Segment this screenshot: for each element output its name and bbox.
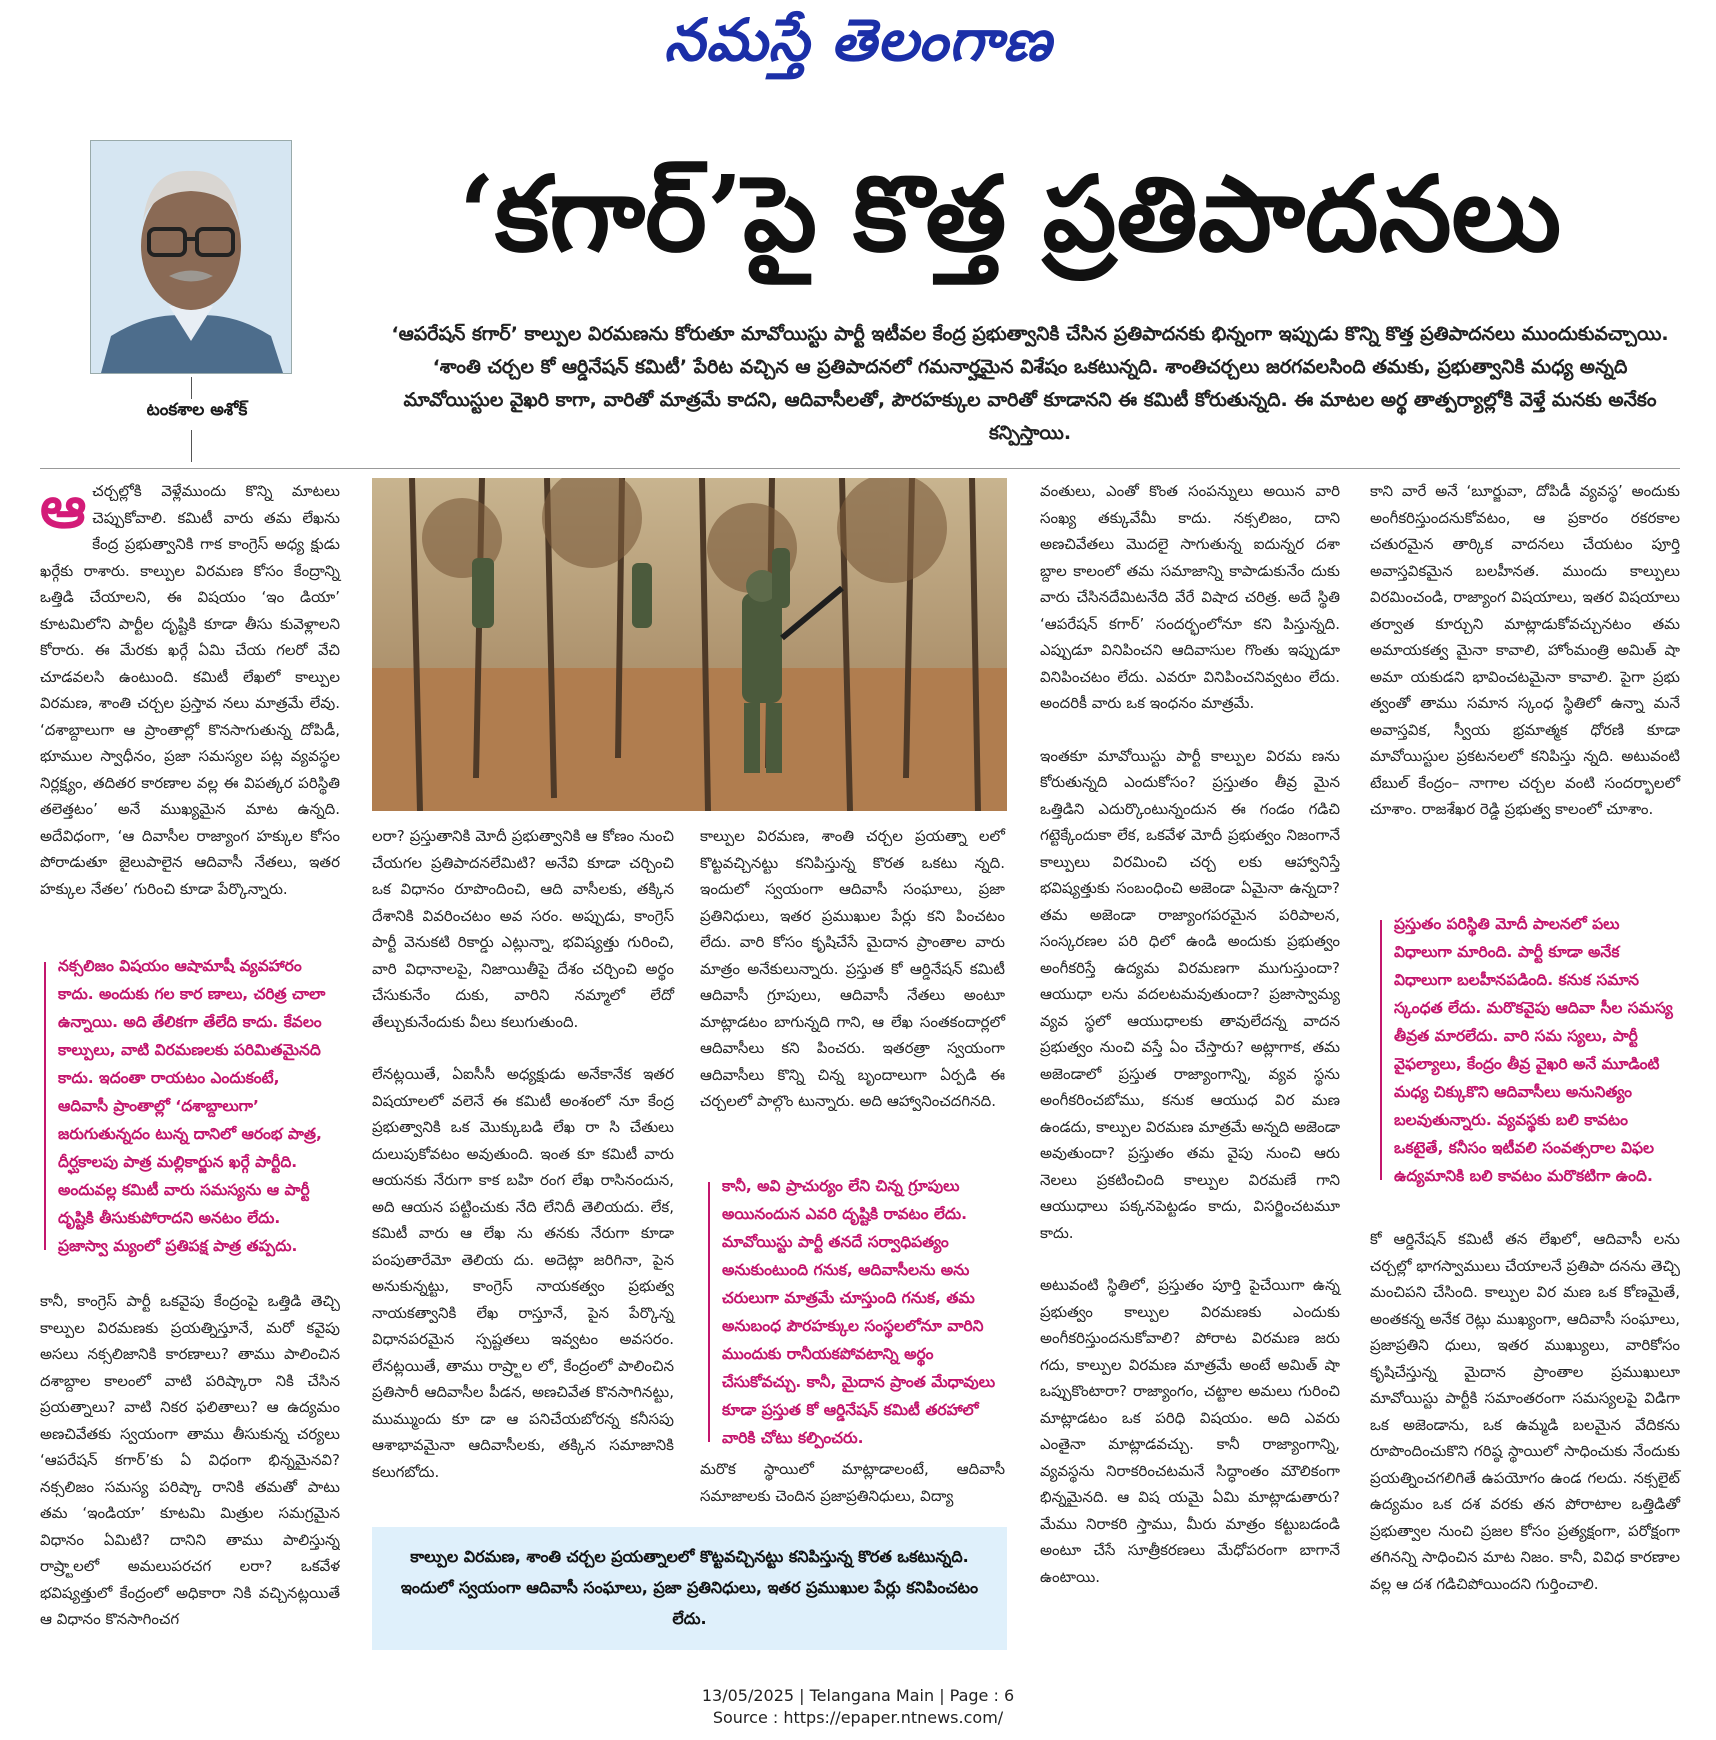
byline-rule-bottom xyxy=(191,430,192,462)
column-4 xyxy=(1040,478,1340,1678)
column-5 xyxy=(1370,478,1680,908)
col4-paragraph-1: వంతులు, ఎంతో కొంత సంపన్నులు అయిన వారి సంఖ్య తక్కువేమీ కాదు. నక్సలిజం, దాని అణచివేతలు మొదలై సాగుతున్న ఐదున్నర దశా బ్దాల కాలంలో తమ సమాజాన్ని కాపాడుకునేం దుకు వారు చేసినదేమిటనేది వేరే విషాద చరిత్ర. అదే స్థితి ‘ఆపరేషన్ కగార్’ సందర్భంలోనూ కని పిస్తున్నది. ఎప్పుడూ వినిపించని ఆదివాసుల గొంతు ఇప్పుడూ వినిపించటం లేదు. ఎవరూ వినిపించనివ్వటం లేదు. అందరికీ వారు ఒక ఇంధనం మాత్రమే. xyxy=(1040,482,1340,712)
footer-source: Source : https://epaper.ntnews.com/ xyxy=(712,1708,1004,1727)
intro-divider xyxy=(40,468,1680,469)
col1-paragraph-2: కానీ, కాంగ్రెస్ పార్టీ ఒకవైపు కేంద్రంపై ఒత్తిడి తెచ్చి కాల్పుల విరమణకు ప్రయత్నిస్తూనే, మరో కవైపు అసలు నక్సలిజానికి కారణాలు? తాము పాలించిన దశాబ్దాల కాలంలో వాటి పరిష్కారా నికి చేసిన ప్రయత్నాలు? వాటి నికర ఫలితాలు? ఆ ఉద్యమం అణచివేతకు స్వయంగా తాము తీసుకున్న చర్యలు ‘ఆపరేషన్ కగార్’కు ఏ విధంగా భిన్నమైనవి? నక్సలిజం సమస్య పరిష్కా రానికి తమతో పాటు తమ ‘ఇండియా’ కూటమి మిత్రుల సమగ్రమైన విధానం ఏమిటి? దానిని తాము పాలిస్తున్న రాష్ర్టాలలో అమలుపరచగ లరా? ఒకవేళ భవిష్యత్తులో కేంద్రంలో అధికారా నికి వచ్చినట్లయితే ఆ విధానం కొనసాగించగ xyxy=(40,1292,340,1628)
author-name: టంకశాల అశోక్ xyxy=(112,400,282,424)
news-photo-forest-patrol xyxy=(372,478,1007,811)
intro-paragraph: ‘ఆపరేషన్ కగార్’ కాల్పుల విరమణను కోరుతూ మావోయిస్టు పార్టీ ఇటీవల కేంద్ర ప్రభుత్వానికి చేసిన ప్రతిపాదనకు భిన్నంగా ఇప్పుడు కొన్ని కొత్త ప్రతిపాదనలు ముందుకువచ్చాయి. ‘శాంతి చర్చల కో ఆర్డినేషన్ కమిటీ’ పేరిట వచ్చిన ఆ ప్రతిపాదనలో గమనార్హమైన విశేషం ఒకటున్నది. శాంతిచర్చలు జరగవలసింది తమకు, ప్రభుత్వానికి మధ్య అన్నది మావోయిస్టుల వైఖరి కాగా, వారితో మాత్రమే కాదని, ఆదివాసీలతో, పౌరహక్కుల వారితో కూడానని ఈ కమిటీ కోరుతున్నది. ఈ మాటల అర్థ తాత్పర్యాల్లోకి వెళ్తే మనకు అనేకం కన్పిస్తాయి. xyxy=(391,323,1669,444)
col2-paragraph-1: లరా? ప్రస్తుతానికి మోదీ ప్రభుత్వానికి ఆ కోణం నుంచి చేయగల ప్రతిపాదనలేమిటి? అనేవి కూడా చర్చించి ఒక విధానం రూపొందించి, ఆది వాసీలకు, తక్కిన దేశానికి వివరించటం అవ సరం. అప్పుడు, కాంగ్రెస్ పార్టీ వెనుకటి రికార్డు ఎట్లున్నా, భవిష్యత్తు గురించి, వారి విధానాలపై, నిజాయితీపై దేశం చర్చించి అర్థం చేసుకునేం దుకు, వారిని నమ్మాలో లేదో తేల్చుకునేందుకు వీలు కలుగుతుంది. xyxy=(372,827,674,1031)
column-1-continued xyxy=(40,1288,340,1680)
col5-paragraph-1: కాని వారే అనే ‘బూర్జువా, దోపిడీ వ్యవస్థ’ అందుకు అంగీకరిస్తుందనుకోవటం, ఆ ప్రకారం రకరకాల చతురమైన తార్కిక వాదనలు చేయటం పూర్తి అవాస్తవికమైన బలహీనత. ముందు కాల్పులు విరమించండి, రాజ్యాంగ విషయాలు, ఇతర విషయాలు తర్వాత కూర్చుని మాట్లాడుకోవచ్చునటం తమ అమాయకత్వ మైనా కావాలి, హోంమంత్రి అమిత్ షా అమా యకుడని భావించటమైనా కావాలి. పైగా ప్రభు త్వంతో తాము సమాన స్కంధ స్థితిలో ఉన్నా మనే అవాస్తవిక, స్వీయ భ్రమాత్మక ధోరణి కూడా మావోయిస్టుల ప్రకటనలలో కనిపిస్తు న్నది. అటువంటి టేబుల్ కేంద్రం– నాగాల చర్చల వంటి సందర్భాలలో చూశాం. రాజశేఖర రెడ్డి ప్రభుత్వ కాలంలో చూశాం. xyxy=(1370,482,1680,818)
column-5-continued xyxy=(1370,1226,1680,1676)
col5-paragraph-2: కో ఆర్డినేషన్ కమిటీ తన లేఖలో, ఆదివాసీ లను చర్చల్లో భాగస్వాములు చేయాలనే ప్రతిపా దనను తెచ్చి మంచిపని చేసింది. కాల్పుల విర మణ ఒక కోణమైతే, అంతకన్న అనేక రెట్లు ముఖ్యంగా, ఆదివాసీ సంఘాలు, ప్రజాప్రతిని ధులు, ఇతర ముఖ్యులు, వారికోసం కృషిచేస్తున్న మైదాన ప్రాంతాల ప్రముఖులూ మావోయిస్టు పార్టీకి సమాంతరంగా సమస్యలపై విడిగా ఒక అజెండాను, ఒక ఉమ్మడి బలమైన వేదికను రూపొందించుకొని గరిష్ఠ స్థాయిలో సాధించుకు నేందుకు ప్రయత్నించగలిగితే ఉపయోగం ఉండ గలదు. నక్సలైట్ ఉద్యమం ఒక దశ వరకు తన పోరాటాల ఒత్తిడితో ప్రభుత్వాల నుంచి ప్రజల కోసం ప్రత్యక్షంగా, పరోక్షంగా తగినన్ని సాధించిన మాట నిజం. కానీ, వివిధ కారణాల వల్ల ఆ దశ గడిచిపోయిందని గుర్తించాలి. xyxy=(1370,1230,1680,1593)
highlight-box: కాల్పుల విరమణ, శాంతి చర్చల ప్రయత్నాలలో కొట్టవచ్చినట్టు కనిపిస్తున్న కొరత ఒకటున్నది. ఇందులో స్వయంగా ఆదివాసీ సంఘాలు, ప్రజా ప్రతినిధులు, ఇతర ప్రముఖుల పేర్లు కనిపించటం లేదు. xyxy=(372,1527,1007,1650)
headline: ‘కగార్’పై కొత్త ప్రతిపాదనలు xyxy=(458,152,1562,275)
pull-quote-2: కానీ, అవి ప్రాచుర్యం లేని చిన్న గ్రూపులు అయినందున ఎవరి దృష్టికి రావటం లేదు. మావోయిస్టు పార్టీ తనదే సర్వాధిపత్యం అనుకుంటుంది గనుక, ఆదివాసీలను అను చరులుగా మాత్రమే చూస్తుంది గనుక, తమ అనుబంధ పౌరహక్కుల సంస్థలలోనూ వారిని ముందుకు రానీయకపోవటాన్ని అర్థం చేసుకోవచ్చు. కానీ, మైదాన ప్రాంత మేధావులు కూడా ప్రస్తుత కో ఆర్డినేషన్ కమిటీ తరహాలో వారికి చోటు కల్పించరు. xyxy=(722,1172,1005,1452)
column-2 xyxy=(372,823,674,1523)
col2-paragraph-2: లేనట్లయితే, ఏఐసీసీ అధ్యక్షుడు అనేకానేక ఇతర విషయాలలో వలెనే ఈ కమిటీ అంశంలో నూ కేంద్ర ప్రభుత్వానికి ఒక మొక్కుబడి లేఖ రా సి చేతులు దులుపుకోవటం అవుతుంది. ఇంత కూ కమిటీ వారు ఆయనకు నేరుగా కాక బహి రంగ లేఖ రాసినందున, అది ఆయన పట్టించుకు నేది లేనిదీ తెలియదు. లేక, కమిటీ వారు ఆ లేఖ ను తనకు నేరుగా కూడా పంపుతారేమో తెలియ దు. అదెట్లా జరిగినా, పైన అనుకున్నట్టు, కాంగ్రెస్ నాయకత్వం ప్రభుత్వ నాయకత్వానికి లేఖ రాస్తూనే, పైన పేర్కొన్న విధానపరమైన స్పష్టతలు ఇవ్వటం అవసరం. లేనట్లయితే, తాము రాష్ర్టాల లో, కేంద్రంలో పాలించిన ప్రతిసారీ ఆదివాసీల పీడన, అణచివేత కొనసాగినట్టు, ముమ్ముందు కూ డా ఆ పనిచేయబోరన్న కనీసపు ఆశాభావమైనా ఆదివాసీలకు, తక్కిన సమాజానికి కలుగబోదు. xyxy=(372,1065,674,1481)
column-1 xyxy=(40,473,340,938)
author-photo xyxy=(90,140,292,374)
col3-paragraph-1: కాల్పుల విరమణ, శాంతి చర్చల ప్రయత్నా లలో కొట్టవచ్చినట్టు కనిపిస్తున్న కొరత ఒకటు న్నది. ఇందులో స్వయంగా ఆదివాసీ సంఘాలు, ప్రజా ప్రతినిధులు, ఇతర ప్రముఖుల పేర్లు కని పించటం లేదు. వారి కోసం కృషిచేసే మైదాన ప్రాంతాల వారు మాత్రం అనేకులున్నారు. ప్రస్తుత కో ఆర్డినేషన్ కమిటీ ఆదివాసీ గ్రూపులు, ఆదివాసీ నేతలు అంటూ మాట్లాడటం బాగున్నది గాని, ఆ లేఖ సంతకందార్లలో ఆదివాసీలు కని పించరు. ఇతరత్రా స్వయంగా ఆదివాసీలు కొన్ని చిన్న బృందాలుగా ఏర్పడి ఈ చర్చలలో పాల్గొం టున్నారు. అది ఆహ్వానించదగినది. xyxy=(700,827,1005,1110)
col3-paragraph-2: మరొక స్థాయిలో మాట్లాడాలంటే, ఆదివాసీ సమాజాలకు చెందిన ప్రజాప్రతినిధులు, విద్యా xyxy=(700,1460,1005,1505)
drop-cap: ఆ xyxy=(40,473,87,541)
masthead-logo: నమస్తే తెలంగాణ xyxy=(664,6,1052,74)
pull-quote-1: నక్సలిజం విషయం ఆషామాషీ వ్యవహారం కాదు. అందుకు గల కార ణాలు, చరిత్ర చాలా ఉన్నాయి. అది తేలికగా తేలేది కాదు. కేవలం కాల్పులు, వాటి విరమణలకు పరిమితమైనది కాదు. ఇదంతా రాయటం ఎందుకంటే, ఆదివాసీ ప్రాంతాల్లో ‘దశాబ్దాలుగా’ జరుగుతున్నదం టున్న దానిలో ఆరంభ పాత్ర, దీర్ఘకాలపు పాత్ర మల్లికార్జున ఖర్గే పార్టీది. అందువల్ల కమిటీ వారు సమస్యను ఆ పార్టీ దృష్టికి తీసుకుపోరాదని అనటం లేదు. ప్రజాస్వా మ్యంలో ప్రతిపక్ష పాత్ర తప్పదు. xyxy=(58,952,330,1260)
column-3-continued xyxy=(700,1456,1005,1516)
column-3 xyxy=(700,823,1005,1163)
pull-quote-3: ప్రస్తుతం పరిస్థితి మోదీ పాలనలో పలు విధాలుగా మారింది. పార్టీ కూడా అనేక విధాలుగా బలహీనపడింది. కనుక సమాన స్కంధత లేదు. మరొకవైపు ఆదివా సీల సమస్య తీవ్రత మారలేదు. వారి సమ స్యలు, పార్టీ వైఫల్యాలు, కేంద్రం తీవ్ర వైఖరి అనే మూడింటి మధ్య చిక్కుకొని ఆదివాసీలు అనునిత్యం బలవుతున్నారు. వ్యవస్థకు బలి కావటం ఒకటైతే, కనీసం ఇటీవలి సంవత్సరాల విఫల ఉద్యమానికి బలి కావటం మరొకటిగా ఉంది. xyxy=(1394,910,1682,1190)
footer-date-edition: 13/05/2025 | Telangana Main | Page : 6 xyxy=(701,1686,1015,1705)
col4-paragraph-2: ఇంతకూ మావోయిస్టు పార్టీ కాల్పుల విరమ ణను కోరుతున్నది ఎందుకోసం? ప్రస్తుతం తీవ్ర మైన ఒత్తిడిని ఎదుర్కొంటున్నందున ఈ గండం గడిచి గట్టెక్కేందుకా లేక, ఒకవేళ మోదీ ప్రభుత్వం నిజంగానే కాల్పులు విరమించి చర్చ లకు ఆహ్వానిస్తే భవిష్యత్తుకు సంబంధించి అజెండా ఏమైనా ఉన్నదా? తమ అజెండా రాజ్యాంగపరమైన పరిపాలన, సంస్కరణల పరి ధిలో ఉండి అందుకు ప్రభుత్వం అంగీకరిస్తే ఉద్యమ విరమణగా ముగుస్తుందా? ఆయుధా లను వదలటమవుతుందా? ప్రజాస్వామ్య వ్యవ స్థలో ఆయుధాలకు తావులేదన్న వాదన ప్రభుత్వం నుంచి వస్తే ఏం చేస్తారు? అట్లాగాక, తమ అజెండాలో ప్రస్తుత రాజ్యాంగాన్ని, వ్యవ స్థను అంగీకరించబోము, కనుక ఆయుధ విర మణ ఉండదు, కాల్పుల విరమణ మాత్రమే అన్నది అజెండా అవుతుందా? ప్రస్తుతం తమ వైపు నుంచి ఆరు నెలలు ప్రకటించింది కాల్పుల విరమణే గాని ఆయుధాలు పక్కనపెట్టడం కాదు, విసర్జించటమూ కాదు. xyxy=(1040,746,1340,1242)
col4-paragraph-3: అటువంటి స్థితిలో, ప్రస్తుతం పూర్తి పైచేయిగా ఉన్న ప్రభుత్వం కాల్పుల విరమణకు ఎందుకు అంగీకరిస్తుందనుకోవాలి? పోరాట విరమణ జరు గదు, కాల్పుల విరమణ మాత్రమే అంటే అమిత్ షా ఒప్పుకొంటారా? రాజ్యాంగం, చట్టాల అమలు గురించి మాట్లాడటం ఒక పరిధి విషయం. అది ఎవరు ఎంతైనా మాట్లాడవచ్చు. కానీ రాజ్యాంగాన్ని, వ్యవస్థను నిరాకరించటమనే సిద్ధాంతం మౌలికంగా భిన్నమైనది. ఆ విష యమై ఏమి మాట్లాడుతారు? మేము నిరాకరి స్తాము, మీరు మాత్రం కట్టుబడండి అంటూ చేసే సూత్రీకరణలు మేధోపరంగా బాగానే ఉంటాయి. xyxy=(1040,1276,1340,1586)
col1-paragraph-1: చర్చల్లోకి వెళ్లేముందు కొన్ని మాటలు చెప్పుకోవాలి. కమిటీ వారు తమ లేఖను కేంద్ర ప్రభుత్వానికి గాక కాంగ్రెస్ అధ్య క్షుడు ఖర్గేకు రాశారు. కాల్పుల విరమణ కోసం కేంద్రాన్ని ఒత్తిడి చేయాలని, ఈ విషయం ‘ఇం డియా’ కూటమిలోని పార్టీల దృష్టికి కూడా తీసు కువెళ్లాలని కోరారు. ఈ మేరకు ఖర్గే ఏమి చేయ గలరో వేచి చూడవలసి ఉంటుంది. కమిటీ లేఖలో కాల్పుల విరమణ, శాంతి చర్చల ప్రస్తావ నలు మాత్రమే లేవు. ‘దశాబ్దాలుగా ఆ ప్రాంతాల్లో కొనసాగుతున్న దోపిడీ, భూముల స్వాధీనం, ప్రజా సమస్యల పట్ల వ్యవస్థల నిర్లక్ష్యం, తదితర కారణాల వల్ల ఈ విపత్కర పరిస్థితి తలెత్తటం’ అనే ముఖ్యమైన మాట ఉన్నది. అదేవిధంగా, ‘ఆ దివాసీల రాజ్యాంగ హక్కుల కోసం పోరాడుతూ జైలుపాలైన ఆదివాసీ నేతలు, ఇతర హక్కుల నేతల’ గురించి కూడా పేర్కొన్నారు. xyxy=(40,482,340,898)
byline-rule-top xyxy=(191,377,192,399)
